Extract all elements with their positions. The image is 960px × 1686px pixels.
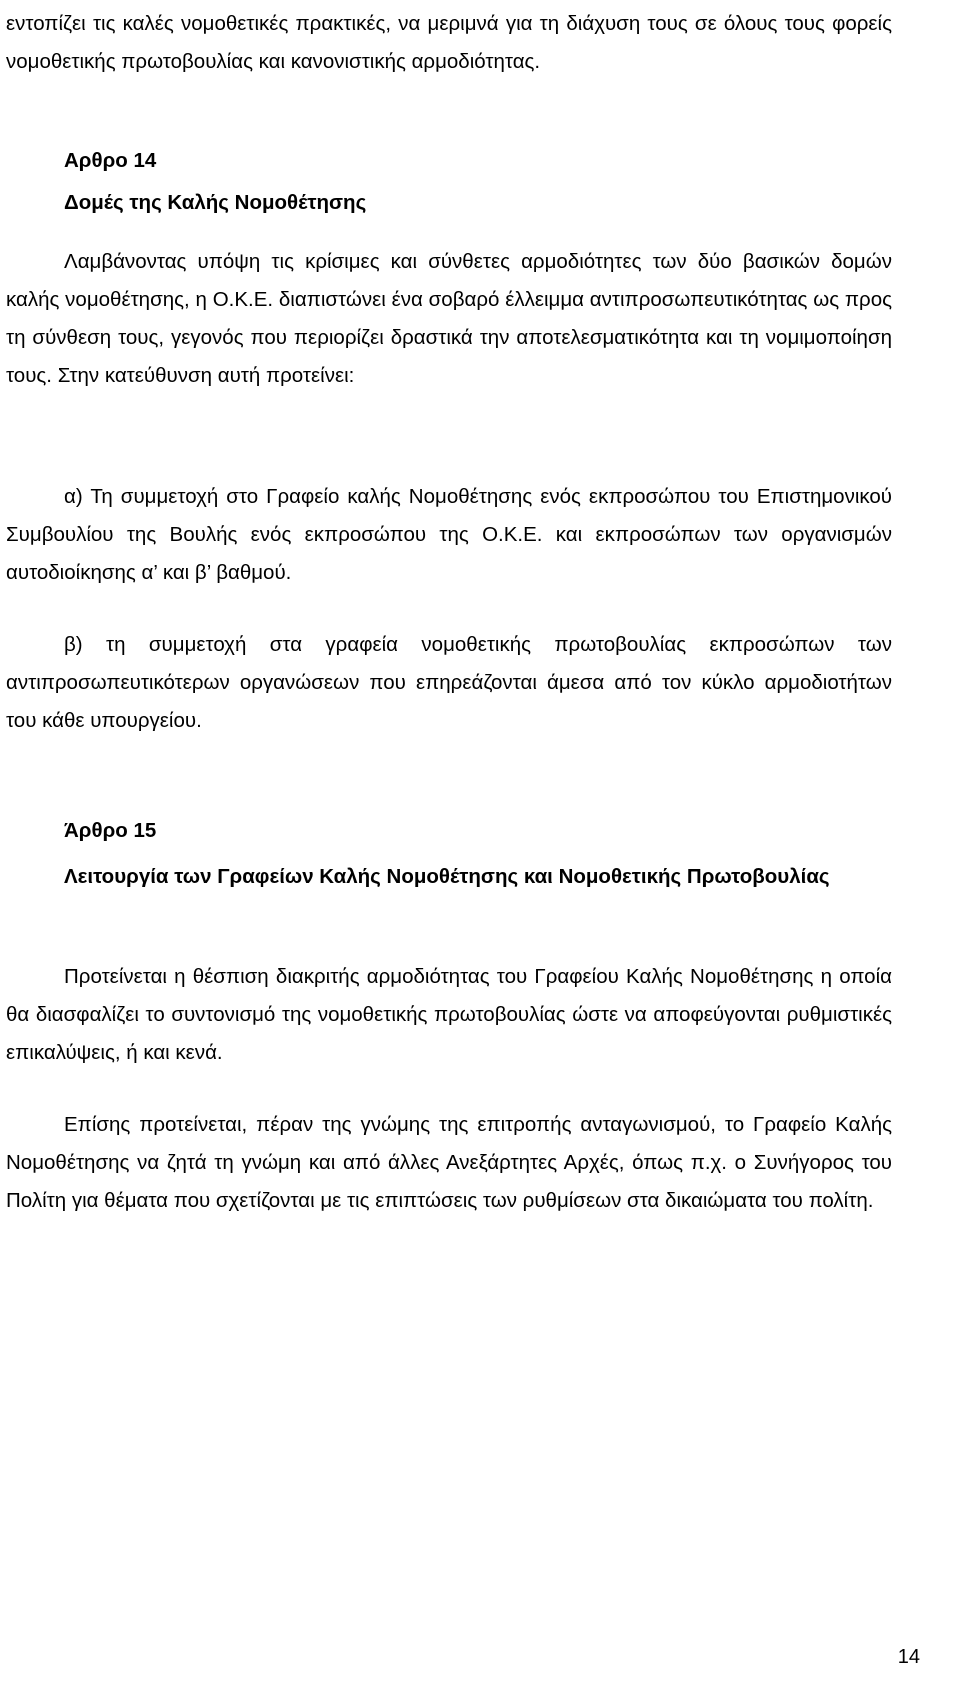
article-14-paragraph: Λαμβάνοντας υπόψη τις κρίσιμες και σύνθετες αρμοδιότητες των δύο βασικών δομών καλής νομοθέτησης, η Ο.Κ.Ε. διαπιστώνει ένα σοβαρό έλλειμμα αντιπροσωπευτικότητας ως προς τη σύνθεση τους, γεγονός που περιορίζει δραστικά την αποτελεσματικότητα και τη νομιμοποίηση τους. Στην κατεύθυνση αυτή προτείνει: [6,250,892,387]
article-15-paragraph-1: Προτείνεται η θέσπιση διακριτής αρμοδιότητας του Γραφείου Καλής Νομοθέτησης η οποία θα διασφαλίζει το συντονισμό της νομοθετικής πρωτοβουλίας ώστε να αποφεύγονται ρυθμιστικές επικαλύψεις, ή και κενά. [6,965,892,1064]
page-number: 14 [897,1646,920,1668]
article-14-item-b: β) τη συμμετοχή στα γραφεία νομοθετικής πρωτοβουλίας εκπροσώπων των αντιπροσωπευτικότερων οργανώσεων που επηρεάζονται άμεσα από τον κύκλο αρμοδιοτήτων του κάθε υπουργείου. [6,633,892,732]
article-15-paragraph-2: Επίσης προτείνεται, πέραν της γνώμης της επιτροπής ανταγωνισμού, το Γραφείο Καλής Νομοθέτησης να ζητά τη γνώμη και από άλλες Ανεξάρτητες Αρχές, όπως π.χ. ο Συνήγορος του Πολίτη για θέματα που σχετίζονται με τις επιπτώσεις των ρυθμίσεων στα δικαιώματα του πολίτη. [6,1113,892,1212]
article-15-subtitle: Λειτουργία των Γραφείων Καλής Νομοθέτησης και Νομοθετικής Πρωτοβουλίας [64,865,830,888]
article-14-subtitle: Δομές της Καλής Νομοθέτησης [64,191,367,214]
intro-paragraph: εντοπίζει τις καλές νομοθετικές πρακτικές, να μεριμνά για τη διάχυση τους σε όλους τους φορείς νομοθετικής πρωτοβουλίας και κανονιστικής αρμοδιότητας. [6,12,892,73]
article-14-title: Αρθρο 14 [64,149,157,172]
article-15-title: Άρθρο 15 [64,819,157,842]
article-14-item-a: α) Τη συμμετοχή στο Γραφείο καλής Νομοθέτησης ενός εκπροσώπου του Επιστημονικού Συμβουλίου της Βουλής ενός εκπροσώπου της Ο.Κ.Ε. και εκπροσώπων των οργανισμών αυτοδιοίκησης α’ και β’ βαθμού. [6,485,892,584]
